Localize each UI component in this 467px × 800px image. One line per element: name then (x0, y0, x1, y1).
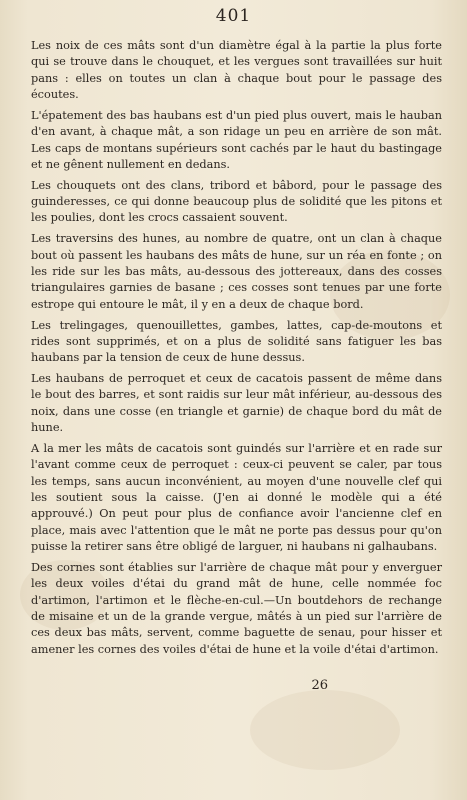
page-number: 401 (215, 6, 252, 26)
paragraph-2: L'épatement des bas haubans est d'un pied plus ouvert, mais le hauban d'en avant, à chaque mât, a son ridage un peu en arrière de son mât. Les caps de montans supérieurs sont cachés par le haut du bastingage et ne gênent nullement en dedans. (31, 108, 442, 171)
paragraph-5: Les trelingages, quenouillettes, gambes, lattes, cap-de-moutons et rides sont supprimés, et on a plus de solidité sans fatiguer les bas haubans par la tension de ceux de hune dessus. (31, 318, 442, 365)
paragraph-3: Les chouquets ont des clans, tribord et bâbord, pour le passage des guinderesses, ce qui donne beaucoup plus de solidité que les pitons et les poulies, dont les crocs cassaient souvent. (31, 178, 442, 225)
signature-mark: 26 (311, 678, 328, 693)
paragraph-6: Les haubans de perroquet et ceux de cacatois passent de même dans le bout des barres, et sont raidis sur leur mât inférieur, au-dessous des noix, dans une cosse (en triangle et garnie) de chaque bord du mât de hune. (31, 372, 442, 435)
paper-stain (250, 690, 400, 770)
paragraph-8: Des cornes sont établies sur l'arrière de chaque mât pour y enverguer les deux voiles d'étai du grand mât de hune, celle nommée foc d'artimon, l'artimon et le flèche-en-cul.—Un boutdehors de rechange de misaine et un de la grande vergue, mâtés à un pied sur l'arrière de ces deux bas mâts, servent, comme baguette de senau, pour hisser et amener les cornes des voiles d'étai de hune et la voile d'étai d'artimon. (31, 560, 442, 656)
paragraph-4: Les traversins des hunes, au nombre de quatre, ont un clan à chaque bout où passent les haubans des mâts de hune, sur un réa en fonte ; on les ride sur les bas mâts, au-dessous des jottereaux, dans des cosses triangulaires garnies de basane ; ces cosses sont tenues par une forte estrope qui entoure le mât, il y en a deux de chaque bord. (31, 232, 442, 311)
paragraph-7: A la mer les mâts de cacatois sont guindés sur l'arrière et en rade sur l'avant comme ceux de perroquet : ceux-ci peuvent se caler, par tous les temps, sans aucun inconvénient, au moyen d'une nouvelle clef qui les soutient sous la caisse. (J'en ai donné le modèle qui a été approuvé.) On peut pour plus de confiance avoir l'ancienne clef en place, mais avec l'attention que le mât ne porte pas dessus pour qu'on puisse la retirer sans être obligé de larguer, ni haubans ni galhaubans. (31, 441, 442, 553)
paragraph-1: Les noix de ces mâts sont d'un diamètre égal à la partie la plus forte qui se trouve dans le chouquet, et les vergues sont travaillées sur huit pans : elles on toutes un clan à chaque bout pour le passage des écoutes. (31, 39, 442, 102)
body-text (31, 38, 442, 662)
